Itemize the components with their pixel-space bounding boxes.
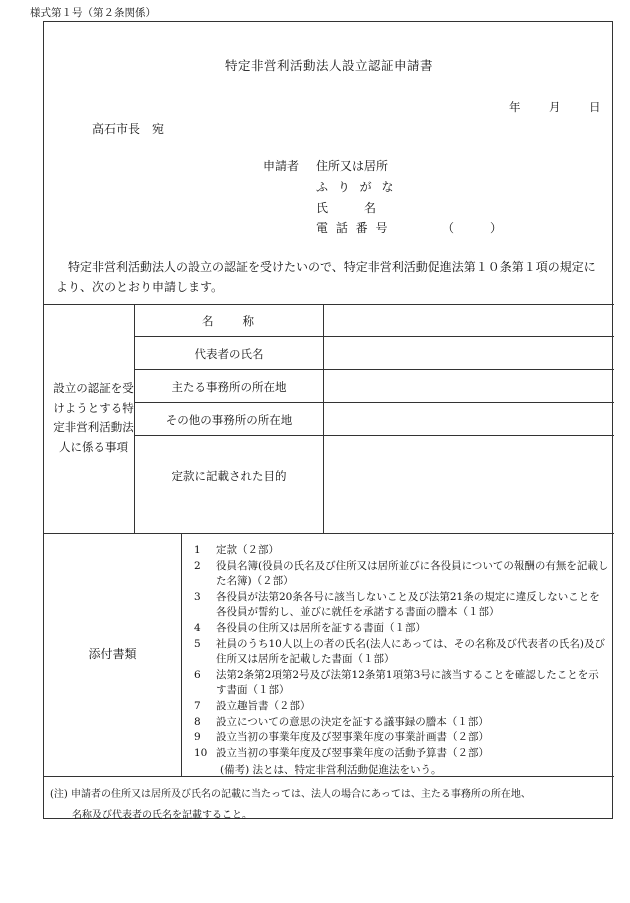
- item-text: 各役員が法第20条各号に該当しないこと及び法第21条の規定に違反しないことを各役員が誓約し、並びに就任を承諾する書面の謄本（１部）: [216, 590, 600, 619]
- matter-label-purpose: 定款に記載された目的: [171, 469, 287, 483]
- item-number: 6: [194, 668, 201, 681]
- date-month-label: 月: [549, 100, 561, 114]
- list-item: [194, 715, 609, 731]
- item-number: 10: [194, 746, 208, 759]
- matter-label-name: 名 称: [202, 314, 256, 328]
- item-text: 設立についての意思の決定を証する議事録の謄本（１部）: [216, 715, 489, 728]
- list-item: [194, 668, 609, 699]
- applicant-phone-value[interactable]: （ ）: [442, 221, 503, 235]
- list-item: [194, 637, 609, 668]
- list-item: [194, 621, 609, 637]
- list-item: [194, 559, 609, 590]
- divider: [44, 533, 614, 534]
- footnote-line: (注) 申請者の住所又は居所及び氏名の記載に当たっては、法人の場合にあっては、主たる事務所の所在地、: [50, 789, 531, 800]
- item-number: 2: [194, 559, 201, 572]
- applicant-phone-label: 電 話 番 号: [316, 221, 390, 235]
- attachments-remark: (備考) 法とは、特定非営利活動促進法をいう。: [220, 764, 442, 776]
- attachments-title: 添付書類: [88, 647, 137, 661]
- addressee: 高石市長 宛: [92, 122, 165, 136]
- list-item: [194, 543, 609, 559]
- item-number: 1: [194, 544, 201, 556]
- footnote-line: 名称及び代表者の氏名を記載すること。: [72, 810, 252, 821]
- item-number: 8: [194, 715, 201, 728]
- list-item: [194, 590, 609, 621]
- item-text: 設立趣旨書（２部）: [216, 699, 311, 712]
- item-number: 4: [194, 621, 201, 634]
- item-text: 法第2条第2項第2号及び法第12条第1項第3号に該当することを確認したことを示す書面（１部）: [216, 668, 599, 697]
- divider: [134, 336, 614, 337]
- list-item: [194, 730, 609, 746]
- form-title: 特定非営利活動法人設立認証申請書: [224, 58, 433, 73]
- matters-side-label: 設立の認証を受けようとする特定非営利活動法人に係る事項: [53, 381, 134, 454]
- list-item: [194, 746, 609, 762]
- item-number: 9: [194, 731, 201, 744]
- application-form: [43, 21, 613, 819]
- item-text: 設立当初の事業年度及び翌事業年度の事業計画書（２部）: [216, 731, 489, 744]
- item-text: 社員のうち10人以上の者の氏名(法人にあっては、その名称及び代表者の氏名)及び住所又は居所を記載した書面（１部）: [216, 637, 605, 666]
- divider: [44, 304, 614, 305]
- divider: [134, 402, 614, 403]
- applicant-name-label: 氏 名: [316, 201, 377, 215]
- matter-label-representative: 代表者の氏名: [194, 347, 264, 361]
- item-text: 設立当初の事業年度及び翌事業年度の活動予算書（２部）: [216, 746, 489, 759]
- list-item: [194, 699, 609, 715]
- matter-label-other-offices: その他の事務所の所在地: [165, 413, 293, 427]
- item-text: 役員名簿(役員の氏名及び住所又は居所並びに各役員についての報酬の有無を記載した名簿)（２部）: [216, 559, 609, 588]
- applicant-furigana-label: ふ り が な: [316, 180, 397, 194]
- item-number: 5: [194, 637, 201, 650]
- intro-text: 特定非営利活動法人の設立の認証を受けたいので、特定非営利活動促進法第１０条第１項の規定により、次のとおり申請します。: [56, 260, 596, 294]
- applicant-label: 申請者: [263, 159, 300, 173]
- item-number: 7: [194, 699, 201, 712]
- item-number: 3: [194, 590, 201, 603]
- date-year-label: 年: [509, 100, 521, 114]
- divider: [323, 304, 324, 533]
- matter-label-main-office: 主たる事務所の所在地: [171, 380, 287, 394]
- date-day-label: 日: [589, 100, 601, 114]
- divider: [134, 369, 614, 370]
- item-text: 各役員の住所又は居所を証する書面（１部）: [216, 621, 426, 634]
- divider: [134, 435, 614, 436]
- attachments-list: [194, 543, 609, 761]
- divider: [181, 533, 182, 776]
- item-text: 定款（２部）: [216, 544, 279, 556]
- applicant-address-label: 住所又は居所: [316, 159, 389, 173]
- form-number-label: 様式第１号（第２条関係）: [30, 7, 156, 19]
- footnote: [50, 784, 608, 826]
